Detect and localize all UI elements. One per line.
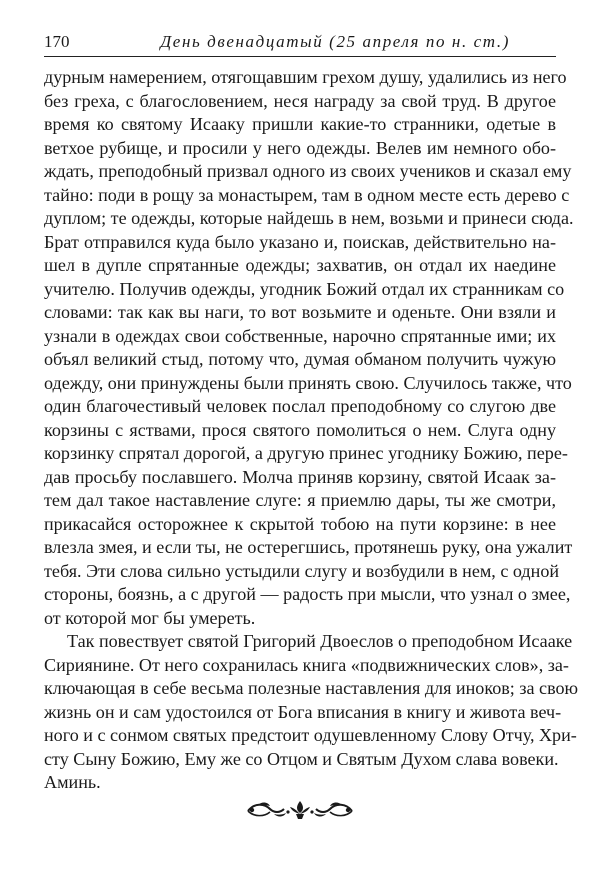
text-line: Так повествует святой Григорий Двоеслов о преподобном Исааке	[67, 631, 573, 651]
text-line: корзинку спрятал дорогой, а другую принес угоднику Божию, пере-	[44, 443, 568, 463]
paragraph-2	[44, 630, 579, 795]
text-line: ключающая в себе весьма полезные наставления для иноков; за свою	[44, 678, 579, 698]
text-line: дуплом; те одежды, которые найдешь в нем, возьми и принеси сюда.	[44, 208, 574, 228]
running-title: День двенадцатый (25 апреля по н. ст.)	[160, 32, 510, 51]
page-header	[44, 30, 556, 57]
text-line: стороны, боязнь, а с другой — радость при мысли, что узнал о змее,	[44, 584, 571, 604]
text-line: тебя. Эти слова сильно устыдили слугу и возбудили в нем, с одной	[44, 560, 560, 581]
text-line: тайно: поди в рощу за монастырем, там в одном месте есть дерево с	[44, 184, 570, 205]
body-text	[44, 66, 579, 795]
text-line: дав просьбу пославшего. Молча приняв корзину, святой Исаак за-	[44, 466, 556, 487]
text-line: ветхое рубище, и просили у него одежды. Велев им немного обо-	[44, 137, 556, 158]
text-line: один благочестивый человек послал преподобному со слугою две	[44, 396, 556, 416]
text-line: жизнь он и сам удостоился от Бога вписания в книгу и живота веч-	[44, 701, 562, 722]
text-line: дурным намерением, отягощавшим грехом душу, удалились из него	[44, 67, 567, 87]
text-line: корзины с яствами, прося святого помолиться о нем. Слуга одну	[44, 419, 556, 440]
text-line: узнали в одеждах свои собственные, нарочно спрятанные ими; их	[44, 325, 556, 346]
text-line: от которой мог бы умереть.	[44, 607, 256, 628]
text-line: Сириянине. От него сохранилась книга «подвижнических слов», за-	[44, 654, 569, 675]
text-line: одежду, они принуждены были принять свою. Случилось также, что	[44, 372, 572, 393]
text-line: учителю. Получив одежды, угодник Божий отдал их странникам со	[44, 278, 565, 299]
text-line: без греха, с благословением, неся награду за свой труд. В другое	[44, 90, 556, 111]
text-line: ждать, преподобный призвал одного из своих учеников и сказал ему	[44, 161, 572, 181]
text-line: Аминь.	[44, 772, 101, 792]
text-line: Брат отправился куда было указано и, поискав, действительно на-	[44, 231, 556, 252]
text-line: время ко святому Исааку пришли какие-то странники, одетые в	[44, 114, 556, 134]
text-line: сту Сыну Божию, Ему же со Отцом и Святым Духом слава вовеки.	[44, 748, 559, 769]
text-line: ного и с сонмом святых предстоит одушевленному Слову Отчу, Хри-	[44, 725, 577, 745]
paragraph-1	[44, 66, 574, 630]
text-line: шел в дупле спрятанные одежды; захватив, он отдал их наедине	[44, 255, 556, 275]
text-line: прикасайся осторожнее к скрытой тобою на пути корзине: в нее	[44, 513, 556, 534]
page-number: 170	[44, 32, 70, 51]
text-line: тем дал такое наставление слуге: я приемлю дары, ты же смотри,	[44, 490, 556, 510]
text-line: объял великий стыд, потому что, думая обманом получить чужую	[44, 349, 556, 369]
text-line: словами: так как вы наги, то вот возьмите и оденьте. Они взяли и	[44, 302, 556, 322]
decorative-vignette-icon	[244, 799, 356, 821]
text-line: влезла змея, и если ты, не остерегшись, протянешь руку, она ужалит	[44, 537, 573, 557]
